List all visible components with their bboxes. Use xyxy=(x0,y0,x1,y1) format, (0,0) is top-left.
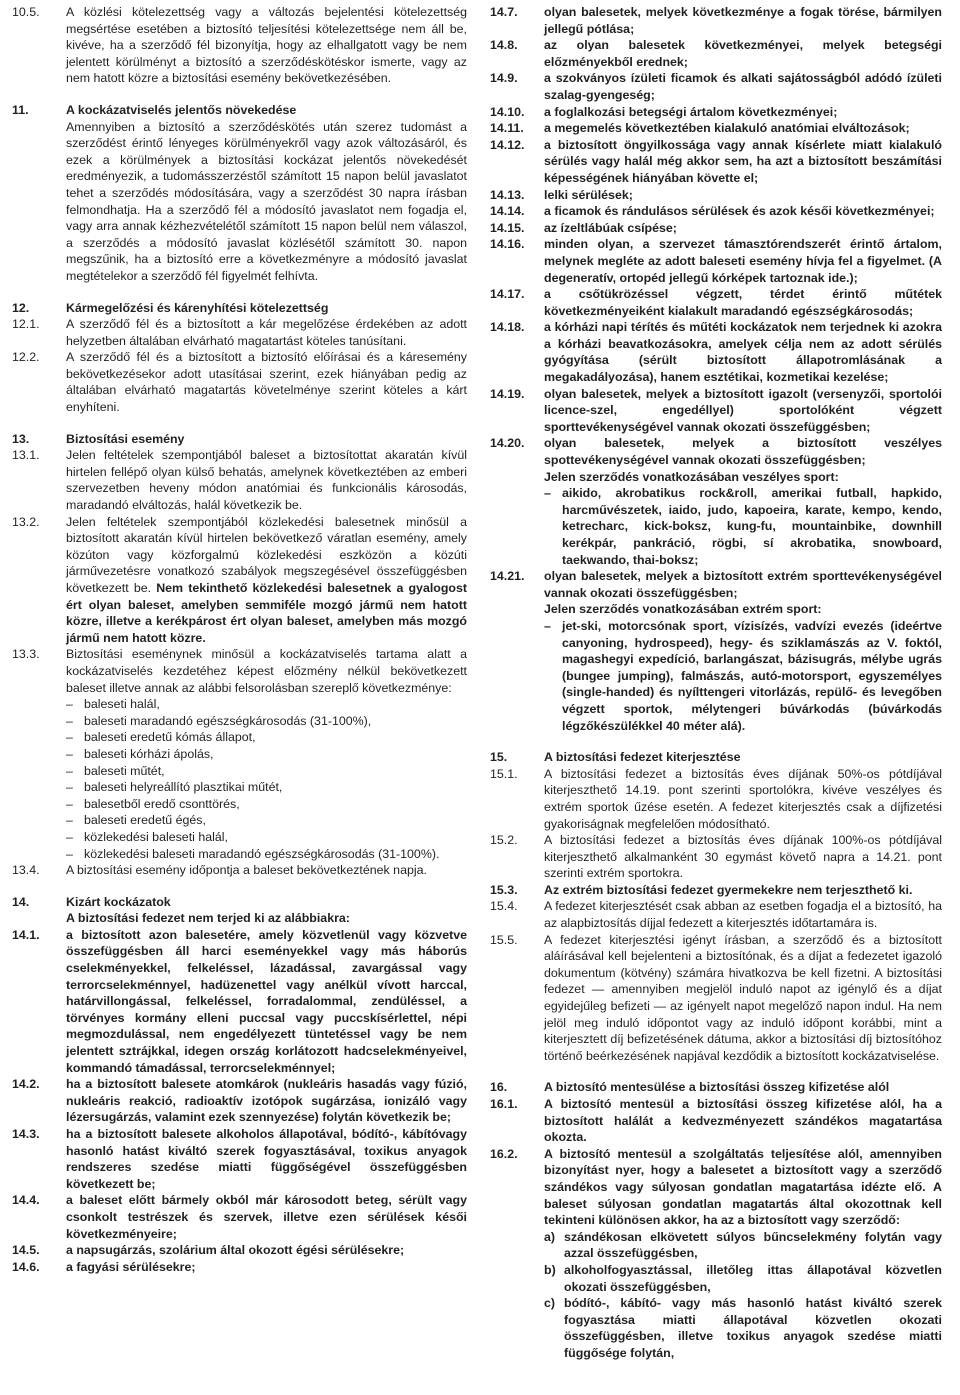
clause-13-1 xyxy=(12,447,467,513)
clause-intro: Biztosítási eseménynek minősül a kockázatviselés tartama alatt a kockázatviselés kezdetéhez képest előzmény nélkül bekövetkezett baleset illetve annak az alábbi felsorolásban szereplő következménye: xyxy=(66,647,467,695)
clause-14-6 xyxy=(12,1259,467,1276)
dash-mark: – xyxy=(66,829,73,844)
dash-mark: – xyxy=(66,813,73,828)
section-number: 16. xyxy=(490,1080,508,1095)
clause-main: olyan balesetek, melyek a biztosított veszélyes spottevékenységével vannak okozati összefüggésben; xyxy=(544,436,942,468)
clause-text: a szokványos ízületi ficamok és alkati sajátosságból adódó ízületi szalag-gyengeség; xyxy=(544,71,942,102)
dash-mark: – xyxy=(66,713,73,728)
clause-14-17 xyxy=(490,286,942,319)
left-column xyxy=(12,4,467,1275)
section-12-heading xyxy=(12,300,467,317)
clause-14-15 xyxy=(490,220,942,237)
clause-number: 13.3. xyxy=(12,647,40,662)
clause-14-10 xyxy=(490,104,942,121)
clause-plain-text: Jelen feltételek szempontjából közlekedési balesetnek minősül a biztosított akaratán kívül hirtelen bekövetkező váratlan esemény, amely közúton vagy közforgalmú közlekedési eszközön a közúti járművezetésre vonatkozó szabályok megszegésével összefüggésben következett be. xyxy=(66,514,467,595)
clause-text: a csőtükrözéssel végzett, térdet érintő műtétek következményeiként kialakult maradandó egészségkárosodás; xyxy=(544,287,942,318)
dash-mark: – xyxy=(66,697,73,712)
list-item-text: közlekedési baleseti maradandó egészségkárosodás (31-100%). xyxy=(84,846,440,861)
section-13-heading xyxy=(12,431,467,448)
clause-main: olyan balesetek, melyek a biztosított extrém sporttevékenységével vannak okozati összefüggésben; xyxy=(544,569,942,600)
clause-12-2 xyxy=(12,349,467,415)
event-list-item xyxy=(66,746,467,763)
list-item-text: alkoholfogyasztással, illetőleg ittas állapotával közvetlen okozati összefüggésben, xyxy=(564,1262,942,1294)
clause-text xyxy=(544,568,942,734)
clause-15-1 xyxy=(490,766,942,832)
clause-number: 14.2. xyxy=(12,1077,40,1092)
clause-number: 15.2. xyxy=(490,833,518,848)
clause-text: Jelen feltételek szempontjából baleset a biztosítottat akaratán kívül hirtelen fellépő olyan külső behatás, amelynek következtében az emberi szervezetben heveny módon anatómiai és funkcionális károsodás, maradandó elváltozás, halál következik be. xyxy=(66,448,467,513)
clause-text: a foglalkozási betegségi ártalom következményei; xyxy=(544,104,838,119)
section-title: A biztosítási fedezet kiterjesztése xyxy=(544,750,741,765)
clause-text: a napsugárzás, szolárium által okozott égési sérülésekre; xyxy=(66,1243,405,1258)
event-list-item xyxy=(66,696,467,713)
clause-text: lelki sérülések; xyxy=(544,187,633,202)
clause-14-4 xyxy=(12,1192,467,1242)
exemption-list-item xyxy=(544,1229,942,1262)
clause-13-3 xyxy=(12,646,467,862)
clause-text: A szerződő fél és a biztosított a biztosító előírásai és a káresemény bekövetkezésekor adott utasításai szerint, ezek hiányában pedig az általában elvárható magatartás követelménye szerint köteles a kárt enyhíteni. xyxy=(66,350,467,415)
clause-number: 14.20. xyxy=(490,436,525,451)
clause-14-3 xyxy=(12,1126,467,1192)
clause-text: A biztosítási esemény időpontja a baleset bekövetkeztének napja. xyxy=(66,863,427,878)
dash-mark: – xyxy=(66,730,73,745)
clause-number: 14.21. xyxy=(490,569,525,584)
section-number: 13. xyxy=(12,431,30,446)
list-item-text: bódító-, kábító- vagy más hasonló hatást kiváltó szerek fogyasztása miatti állapotával közvetlen okozati összefüggésben, illetve toxikus anyagok szedése miatti függősége folytán, xyxy=(564,1296,942,1360)
list-item-label: c) xyxy=(544,1296,556,1311)
clause-number: 14.9. xyxy=(490,71,518,86)
event-list-item xyxy=(66,846,467,863)
clause-text: A közlési kötelezettség vagy a változás bejelentési kötelezettség megsértése esetében a biztosító teljesítési kötelezettsége nem áll be, kivéve, ha a szerződő fél bizonyítja, hogy az elhallgatott vagy be nem jelentett körülményt a biztosító a szerződéskötéskor ismerte, vagy az nem hatott közre a biztosítási esemény bekövetkezésében. xyxy=(66,5,467,86)
list-item-text: balesetből eredő csonttörés, xyxy=(84,796,240,811)
clause-text: a fagyási sérülésekre; xyxy=(66,1259,196,1274)
clause-text: minden olyan, a szervezet támasztórendszerét érintő ártalom, melynek megléte az adott baleseti esemény hívja fel a figyelmet. (A degeneratív, ortopéd jellegű kórképek tartoznak ide.); xyxy=(544,237,942,285)
list-item-label: a) xyxy=(544,1229,556,1244)
list-item-text: baleseti eredetű égés, xyxy=(84,813,206,828)
clause-number: 14.10. xyxy=(490,104,525,119)
clause-14-9 xyxy=(490,70,942,103)
section-14-subheading xyxy=(12,910,467,927)
section-title: A biztosító mentesülése a biztosítási összeg kifizetése alól xyxy=(544,1080,890,1095)
clause-14-7 xyxy=(490,4,942,37)
section-text: Amennyiben a biztosító a szerződéskötés után szerez tudomást a szerződést érintő lényeges körülményekről vagy azok változásáról, és ezek a körülmények a biztosítási kockázat jelentős növekedését eredményezik, a tudomásszerzéstől számított 15 napon belül javaslatot tehet a szerződés módosítására, vagy a szerződést 30 napra írásban felmondhatja. Ha a szerződő fél a módosító javaslatot nem fogadja el, vagy arra annak kézhezvételétől számított 15 napon belül nem válaszol, a szerződés a módosító javaslat közlésétől számított 30. napon megszűnik, ha a biztosító erre a következményre a módosító javaslat megtételekor a szerződő fél figyelmét felhívta. xyxy=(66,119,467,283)
clause-number: 10.5. xyxy=(12,5,40,19)
clause-16-1 xyxy=(490,1096,942,1146)
clause-number: 14.8. xyxy=(490,38,518,53)
clause-text: Az extrém biztosítási fedezet gyermekekre nem terjeszthető ki. xyxy=(544,882,913,897)
clause-bold-text: Nem tekinthető közlekedési balesetnek a gyalogost ért olyan baleset, amelyben semmiféle mozgó jármű nem hatott közre, illetve a kerékpárost ért olyan baleset, amelyben más mozgó jármű nem hatott közre. xyxy=(66,581,468,645)
clause-main: A biztosító mentesül a szolgáltatás teljesítése alól, amennyiben bizonyítást nyer, hogy a balesetet a biztosított vagy a szerződő szándékos vagy súlyosan gondatlan magatartása idézte elő. A baleset súlyosan gondatlan magatartás által okozottnak kell tekinteni különösen akkor, ha az a biztosított vagy szerződő: xyxy=(544,1146,942,1228)
clause-number: 15.1. xyxy=(490,766,518,781)
clause-number: 14.19. xyxy=(490,386,525,401)
dash-mark: – xyxy=(544,618,551,633)
clause-number: 14.6. xyxy=(12,1259,40,1274)
clause-14-21 xyxy=(490,568,942,734)
clause-number: 15.3. xyxy=(490,882,518,897)
clause-number: 14.5. xyxy=(12,1243,40,1258)
list-item-text: baleseti helyreállító plasztikai műtét, xyxy=(84,780,283,795)
clause-text xyxy=(66,646,467,862)
clause-text xyxy=(544,435,942,568)
section-number: 11. xyxy=(12,102,29,117)
clause-14-18 xyxy=(490,319,942,385)
clause-text: A biztosító mentesül a biztosítási összeg kifizetése alól, ha a biztosított halálát a kedvezményezett szándékos magatartása okozta. xyxy=(544,1097,942,1145)
clause-14-19 xyxy=(490,386,942,436)
clause-number: 14.11. xyxy=(490,121,524,136)
section-15-heading xyxy=(490,749,942,766)
clause-text: olyan balesetek, melyek a biztosított igazolt (versenyzői, sportolói licence-szel, engedéllyel) sportolóként végzett sporttevékenységével vannak okozati összefüggésben; xyxy=(544,386,942,434)
event-list-item xyxy=(66,729,467,746)
dash-mark: – xyxy=(544,486,551,501)
clause-text: ha a biztosított balesete alkoholos állapotával, bódító-, kábítóvagy hasonló hatást kiváltó szerek fogyasztásával, toxikus anyagok rendszeres szedése miatti függőségével összefüggésben következett be; xyxy=(66,1127,467,1191)
clause-number: 12.1. xyxy=(12,317,40,332)
clause-text: A biztosítási fedezet a biztosítás éves díjának 100%-os pótdíjával kiterjeszthető alkalmanként 30 egymást követő napra a 14.21. pont szerinti extrém sportokra. xyxy=(544,833,942,881)
clause-number: 14.1. xyxy=(12,927,40,942)
clause-number: 13.2. xyxy=(12,514,40,529)
exemption-list-item xyxy=(544,1262,942,1295)
clause-text: A biztosítási fedezet a biztosítás éves díjának 50%-os pótdíjával kiterjeszthető 14.19. pont szerinti sportolókra, kivéve veszélyes és extrém sportok űzése esetén. A fedezet kiterjesztés csak a díjfizetési gyakoriságnak megfelelően módosítható. xyxy=(544,766,942,831)
clause-12-1 xyxy=(12,316,467,349)
clause-text: olyan balesetek, melyek következménye a fogak törése, bármilyen jellegű pótlása; xyxy=(544,5,942,36)
clause-text: ha a biztosított balesete atomkárok (nukleáris hasadás vagy fúzió, nukleáris reakció, radioaktív izotópok sugárzása, ionizáló vagy lézersugárzás, valamint ezek szennyezése) folytán következik be; xyxy=(66,1077,467,1125)
clause-number: 14.13. xyxy=(490,187,525,202)
clause-14-11 xyxy=(490,120,942,137)
clause-14-2 xyxy=(12,1076,467,1126)
section-title: Kizárt kockázatok xyxy=(66,894,171,909)
list-item-text: baleseti eredetű kómás állapot, xyxy=(84,730,256,745)
section-title: Biztosítási esemény xyxy=(66,431,185,446)
clause-number: 14.17. xyxy=(490,287,525,302)
event-list-item xyxy=(66,829,467,846)
clause-number: 15.5. xyxy=(490,932,518,947)
clause-14-13 xyxy=(490,187,942,204)
clause-number: 15.4. xyxy=(490,899,518,914)
clause-text: A szerződő fél és a biztosított a kár megelőzése érdekében az adott helyzetben általában elvárható magatartást köteles tanúsítani. xyxy=(66,317,467,348)
clause-16-2 xyxy=(490,1146,942,1362)
section-subtitle: A biztosítási fedezet nem terjed ki az alábbiakra: xyxy=(66,911,350,926)
clause-10-5 xyxy=(12,4,467,87)
clause-number: 16.2. xyxy=(490,1146,518,1161)
section-14-heading xyxy=(12,894,467,911)
clause-number: 14.7. xyxy=(490,5,518,19)
event-list-item xyxy=(66,713,467,730)
dash-mark: – xyxy=(66,763,73,778)
section-title: Kármegelőzési és kárenyhítési kötelezettség xyxy=(66,300,329,315)
list-item-text: szándékosan elkövetett súlyos bűncselekmény folytán vagy azzal összefüggésben, xyxy=(564,1229,942,1261)
clause-14-1 xyxy=(12,927,467,1076)
list-item-text: közlekedési baleseti halál, xyxy=(84,829,228,844)
clause-text: A fedezet kiterjesztését csak abban az esetben fogadja el a biztosító, ha az alapbiztosítás díjjal fedezett a kiterjesztés időtartamára is. xyxy=(544,899,942,931)
clause-number: 13.1. xyxy=(12,448,40,463)
list-item-text: baleseti halál, xyxy=(84,697,160,712)
clause-14-20 xyxy=(490,435,942,568)
extreme-sport-list xyxy=(544,618,942,734)
clause-text: az ízeltlábúak csípése; xyxy=(544,220,677,235)
clause-extra: Jelen szerződés vonatkozásában extrém sport: xyxy=(544,602,822,617)
clause-13-2 xyxy=(12,514,467,647)
clause-text: a megemelés következtében kialakuló anatómiai elváltozások; xyxy=(544,121,910,136)
section-11-heading xyxy=(12,102,467,119)
list-item-text: baleseti kórházi ápolás, xyxy=(84,746,214,761)
clause-14-14 xyxy=(490,203,942,220)
clause-14-8 xyxy=(490,37,942,70)
clause-number: 14.3. xyxy=(12,1127,40,1141)
section-title: A kockázatviselés jelentős növekedése xyxy=(66,102,297,117)
dash-mark: – xyxy=(66,846,73,861)
clause-number: 14.16. xyxy=(490,237,525,252)
clause-number: 14.14. xyxy=(490,204,525,219)
clause-text: az olyan balesetek következményei, melyek betegségi előzményekből erednek; xyxy=(544,38,942,69)
right-column xyxy=(490,4,942,1362)
clause-text xyxy=(66,514,467,647)
clause-15-4 xyxy=(490,898,942,931)
dangerous-sport-list xyxy=(544,485,942,568)
event-list-item xyxy=(66,779,467,796)
clause-14-5 xyxy=(12,1242,467,1259)
clause-text xyxy=(544,1146,942,1362)
clause-number: 14.15. xyxy=(490,220,525,235)
section-number: 15. xyxy=(490,750,508,765)
dash-mark: – xyxy=(66,746,73,761)
clause-text: a biztosított azon balesetére, amely közvetlenül vagy közvetve összefüggésben áll harci eseményekkel vagy más háborús cselekményekkel, felkeléssel, lázadással, zavargással vagy terrorcselekménnyel, hadüzenettel vagy anélkül vívott harccal, határvillongással, felkeléssel, forradalommal, zendüléssel, a törvényes kormány elleni puccsal vagy puccskísérlettel, népi megmozdulással, nem engedélyezett tüntetéssel vagy be nem jelentett sztrájkkal, idegen ország korlátozott hadcselekményeivel, kommandó támadással, terrorcselekménnyel; xyxy=(66,927,467,1075)
clause-text: a ficamok és rándulásos sérülések és azok késői következményei; xyxy=(544,204,935,219)
exemption-list-item xyxy=(544,1295,942,1361)
list-item-text: baleseti maradandó egészségkárosodás (31-100%), xyxy=(84,713,372,728)
section-16-heading xyxy=(490,1079,942,1096)
dash-mark: – xyxy=(66,780,73,795)
section-number: 12. xyxy=(12,300,30,315)
clause-number: 14.12. xyxy=(490,137,525,152)
dash-text: jet-ski, motorcsónak sport, vízisízés, vadvízi evezés (ideértve canyoning, hydrospeed), hegy- és sziklamászás az V. foktól, magashegyi expedíció, barlangászat, bázisugrás, mélybe ugrás (bungee jumping), falmászás, autó-motorsport, egyszemélyes (single-handed) és nyílttengeri vitorlázás, repülő- és levegőben végzett sportok, mélytengeri búvárkodás (búvárkodás légzőkészülékkel 40 méter alá). xyxy=(562,618,942,733)
clause-text: a kórházi napi térítés és műtéti kockázatok nem terjednek ki azokra a kórházi beavatkozásokra, amelyek célja nem az adott sérülés gyógyítása (sérült biztosított állapotromlásának a megakadályozása), hanem esztétikai, kozmetikai kezelése; xyxy=(544,320,942,385)
clause-text: a biztosított öngyilkossága vagy annak kísérlete miatt kialakuló sérülés vagy halál még akkor sem, ha azt a biztosított beszámítási képességének hiányában követte el; xyxy=(544,137,942,185)
list-item-text: baleseti műtét, xyxy=(84,763,165,778)
clause-number: 12.2. xyxy=(12,350,40,365)
dash-mark: – xyxy=(66,796,73,811)
clause-text: a baleset előtt bármely okból már károsodott beteg, sérült vagy csonkolt testrészek és szervek, illetve ezen sérülések késői következményeire; xyxy=(66,1193,467,1241)
clause-number: 13.4. xyxy=(12,863,40,878)
event-list-item xyxy=(66,812,467,829)
clause-15-3 xyxy=(490,882,942,899)
clause-text: A fedezet kiterjesztési igényt írásban, a szerződő és a biztosított aláírásával kell bejelenteni a biztosítónak, és a díjat a fedezetet igazoló dokumentum (kötvény) számára hivatkozva be kell fizetni. A biztosítási fedezet — amennyiben megjelöl induló napot az igénylő és a díjat egyidejűleg befizeti — az igényelt napot megelőző napon indul. Ha nem jelöl meg induló időpontot vagy az induló időpont korábbi, mint a kiterjesztett díj befizetésének dátuma, akkor a biztosítási díj biztosítóhoz történő beérkezésének napjával kezdődik a biztosított kockázatviselése. xyxy=(544,932,942,1063)
clause-14-12 xyxy=(490,137,942,187)
event-list-item xyxy=(66,796,467,813)
clause-15-5 xyxy=(490,932,942,1065)
clause-13-4 xyxy=(12,862,467,879)
section-11-body xyxy=(12,119,467,285)
dash-text: aikido, akrobatikus rock&roll, amerikai futball, hapkido, harcművészetek, iaido, judo, kapoeira, karate, kempo, kendo, ketrecharc, kick-boksz, kung-fu, mountainbike, downhill kerékpár, pankráció, rögbi, sí akrobatika, snowboard, taekwando, thai-boksz; xyxy=(562,486,942,567)
event-list xyxy=(66,696,467,862)
clause-14-16 xyxy=(490,236,942,286)
section-number: 14. xyxy=(12,894,30,909)
clause-number: 14.4. xyxy=(12,1193,40,1208)
clause-extra: Jelen szerződés vonatkozásában veszélyes sport: xyxy=(544,469,839,484)
exemption-list xyxy=(544,1229,942,1362)
clause-number: 14.18. xyxy=(490,320,525,335)
clause-number: 16.1. xyxy=(490,1097,518,1111)
list-item-label: b) xyxy=(544,1262,556,1277)
clause-15-2 xyxy=(490,832,942,882)
event-list-item xyxy=(66,763,467,780)
